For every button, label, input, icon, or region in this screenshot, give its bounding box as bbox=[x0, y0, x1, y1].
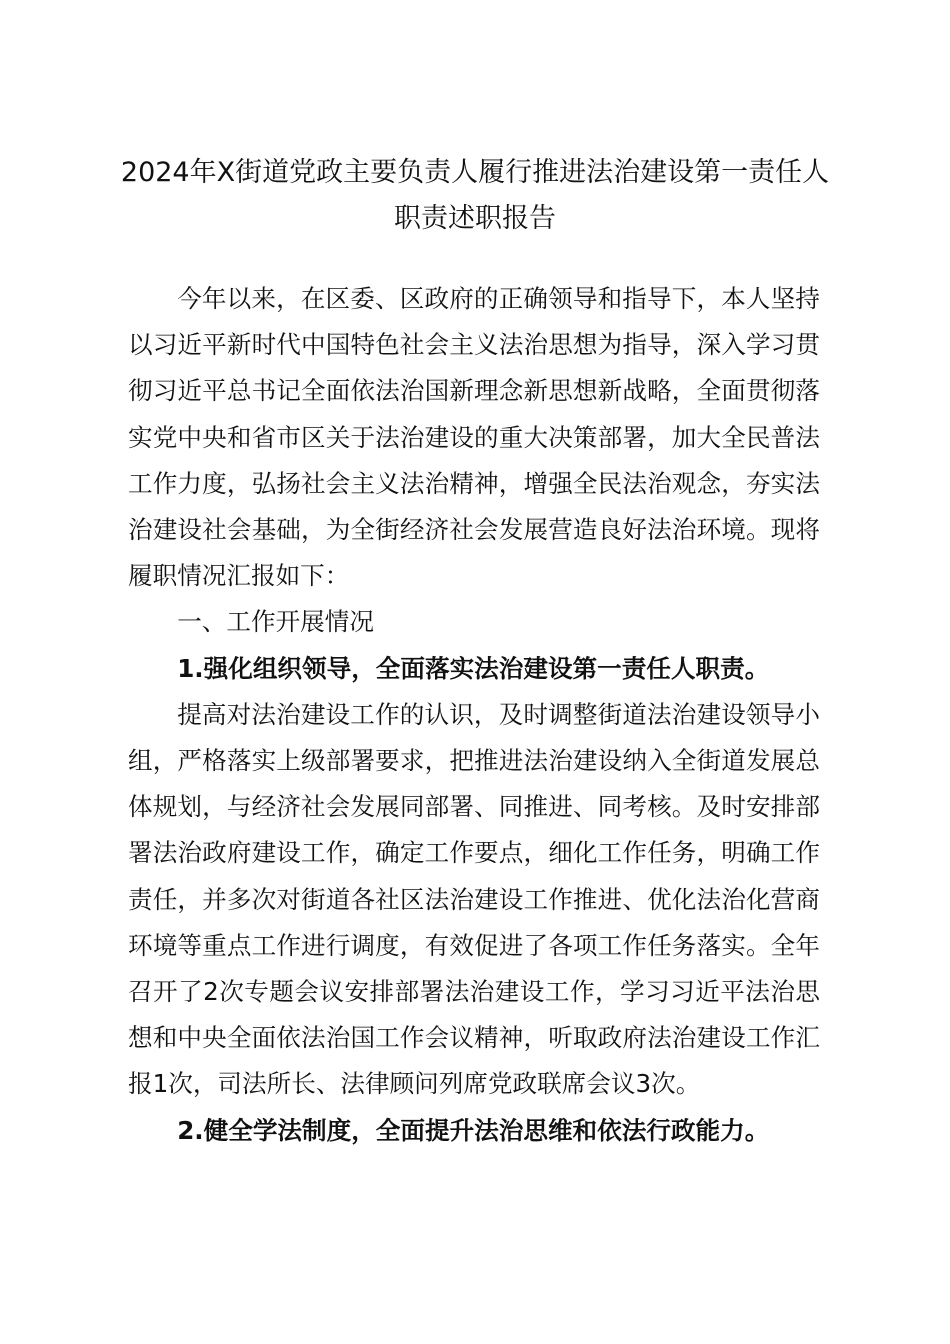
document-title: 2024年X街道党政主要负责人履行推进法治建设第一责任人职责述职报告 bbox=[120, 157, 830, 234]
subheading-1: 1.强化组织领导，全面落实法治建设第一责任人职责。 bbox=[177, 653, 770, 683]
subheading-2: 2.健全学法制度，全面提升法治思维和依法行政能力。 bbox=[177, 1115, 770, 1145]
section-heading: 一、工作开展情况 bbox=[177, 607, 374, 637]
document-body bbox=[128, 276, 820, 1154]
paragraph-1: 提高对法治建设工作的认识，及时调整街道法治建设领导小组，严格落实上级部署要求，把推进法治建设纳入全街道发展总体规划，与经济社会发展同部署、同推进、同考核。及时安排部署法治政府建设工作，确定工作要点，细化工作任务，明确工作责任，并多次对街道各社区法治建设工作推进、优化法治化营商环境等重点工作进行调度，有效促进了各项工作任务落实。全年召开了2次专题会议安排部署法治建设工作，学习习近平法治思想和中央全面依法治国工作会议精神，听取政府法治建设工作汇报1次，司法所长、法律顾问列席党政联席会议3次。 bbox=[128, 699, 820, 1099]
paragraph-intro: 今年以来，在区委、区政府的正确领导和指导下，本人坚持以习近平新时代中国特色社会主义法治思想为指导，深入学习贯彻习近平总书记全面依法治国新理念新思想新战略，全面贯彻落实党中央和省市区关于法治建设的重大决策部署，加大全民普法工作力度，弘扬社会主义法治精神，增强全民法治观念，夯实法治建设社会基础，为全街经济社会发展营造良好法治环境。现将履职情况汇报如下： bbox=[128, 284, 820, 591]
